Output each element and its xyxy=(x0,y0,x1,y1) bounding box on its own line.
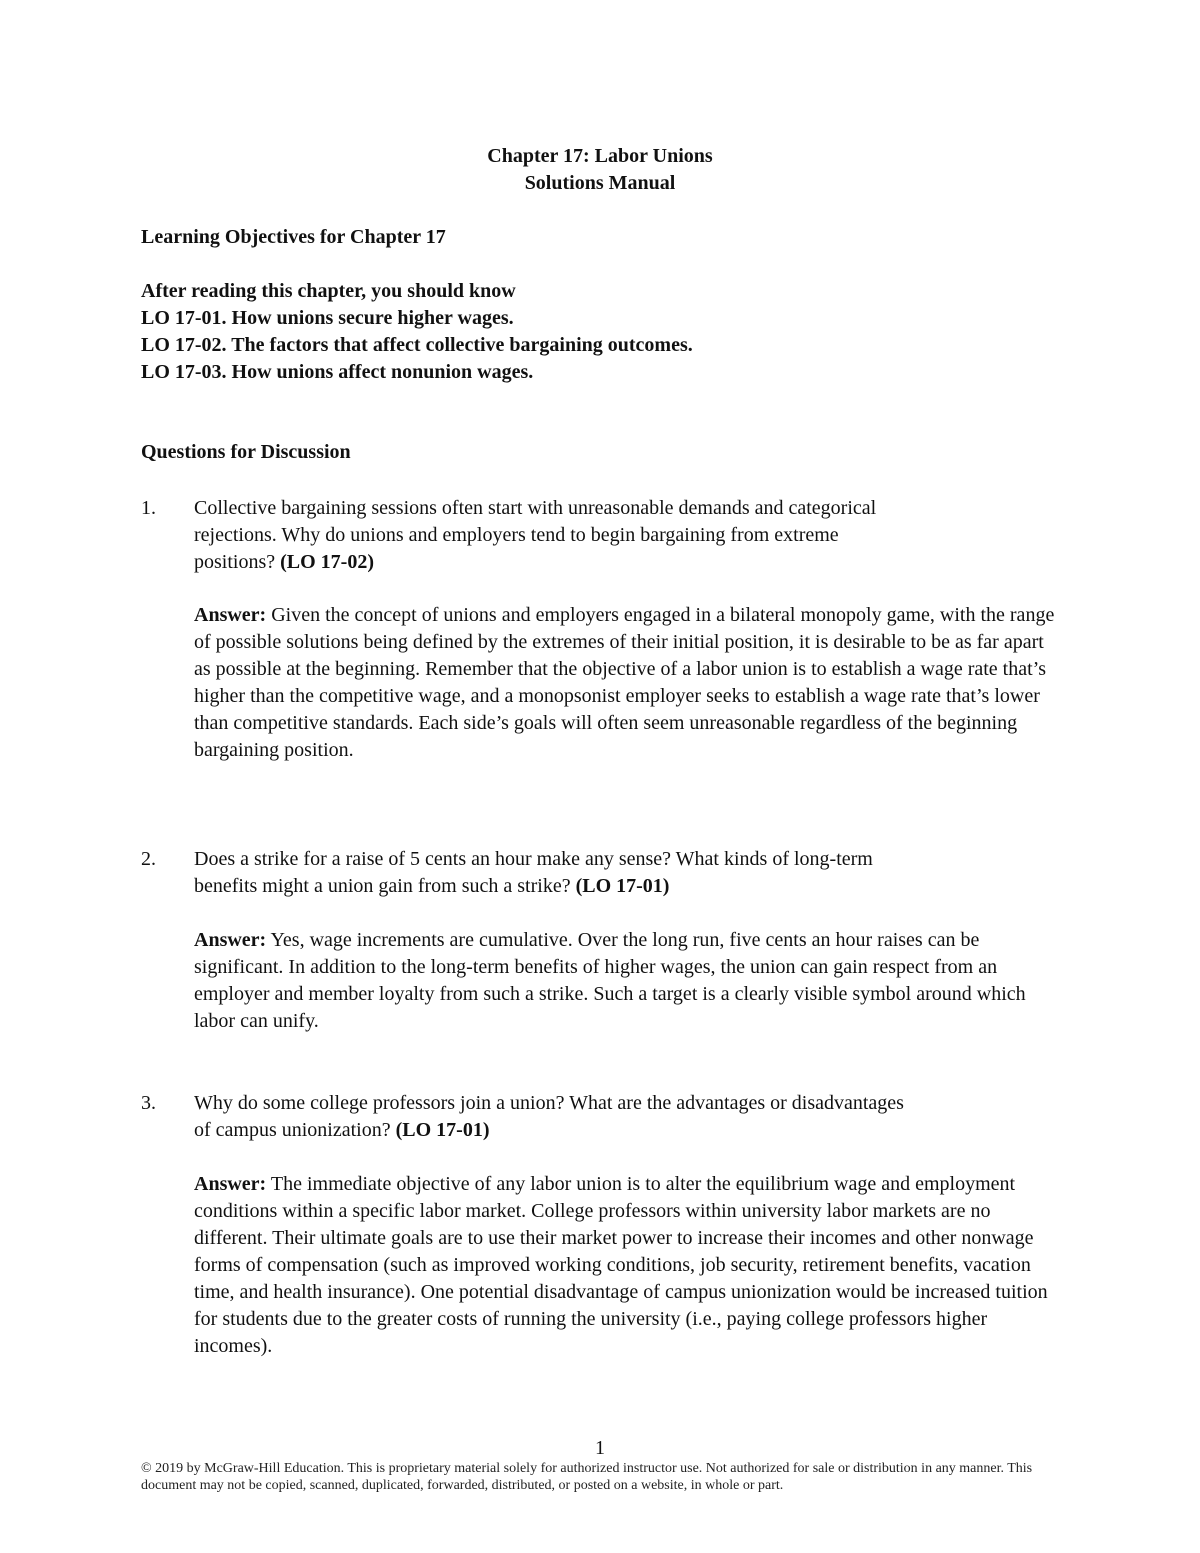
question-text-line: Collective bargaining sessions often start with unreasonable demands and categorical xyxy=(194,497,877,519)
question-number: 1. xyxy=(141,497,156,519)
answer-label: Answer: xyxy=(194,1173,267,1195)
copyright-footer: © 2019 by McGraw-Hill Education. This is proprietary material solely for authorized instructor use. Not authorized for sale or distribution in any manner. This document may not be copied, scanned, duplicated, forwarded, distributed, or posted on a website, in whole or part. xyxy=(141,1461,1033,1493)
question-text: positions? xyxy=(194,551,281,573)
document-subtitle: Solutions Manual xyxy=(524,172,676,194)
question-number: 3. xyxy=(141,1092,156,1114)
answer-text: Given the concept of unions and employers engaged in a bilateral monopoly game, with the range of possible solutions being defined by the extremes of their initial position, it is desirable to be as far apart as possible at the beginning. Remember that the objective of a labor union is to establish a wage rate that’s higher than the competitive wage, and a monopsonist employer seeks to establish a wage rate that’s lower than competitive standards. Each side’s goals will often seem unreasonable regardless of the beginning bargaining position. xyxy=(194,604,1055,761)
page-number: 1 xyxy=(595,1437,605,1459)
answer-text: The immediate objective of any labor union is to alter the equilibrium wage and employment conditions within a specific labor market. College professors within university labor markets are no different. Their ultimate goals are to use their market power to increase their incomes and other nonwage forms of compensation (such as improved working conditions, job security, retirement benefits, vacation time, and health insurance). One potential disadvantage of campus unionization would be increased tuition for students due to the greater costs of running the university (i.e., paying college professors higher incomes). xyxy=(194,1173,1048,1357)
objective-item: LO 17-02. The factors that affect collective bargaining outcomes. xyxy=(141,334,693,356)
question-text-line: rejections. Why do unions and employers tend to begin bargaining from extreme xyxy=(194,524,839,546)
question-text-line xyxy=(194,873,669,900)
objective-item: LO 17-03. How unions affect nonunion wages. xyxy=(141,361,534,383)
objective-item: LO 17-01. How unions secure higher wages. xyxy=(141,307,514,329)
question-text-line: Does a strike for a raise of 5 cents an hour make any sense? What kinds of long-term xyxy=(194,848,873,870)
answer-label: Answer: xyxy=(194,929,267,951)
question-text-line: Why do some college professors join a union? What are the advantages or disadvantages xyxy=(194,1092,904,1114)
question-number: 2. xyxy=(141,848,156,870)
question-text-line xyxy=(194,1117,490,1144)
objectives-intro: After reading this chapter, you should know xyxy=(141,280,516,302)
learning-objective-ref: (LO 17-01) xyxy=(575,875,670,897)
question-text: benefits might a union gain from such a strike? xyxy=(194,875,576,897)
objectives-heading: Learning Objectives for Chapter 17 xyxy=(141,226,446,248)
answer-text: Yes, wage increments are cumulative. Over the long run, five cents an hour raises can be significant. In addition to the long-term benefits of higher wages, the union can gain respect from an employer and member loyalty from such a strike. Such a target is a clearly visible symbol around which labor can unify. xyxy=(194,929,1026,1032)
answer-label: Answer: xyxy=(194,604,267,626)
discussion-heading: Questions for Discussion xyxy=(141,441,351,463)
answer-block xyxy=(194,927,1064,1035)
answer-block xyxy=(194,602,1064,764)
question-text-line xyxy=(194,549,374,576)
chapter-title: Chapter 17: Labor Unions xyxy=(487,145,713,167)
question-text: of campus unionization? xyxy=(194,1119,396,1141)
answer-block xyxy=(194,1171,1064,1360)
learning-objective-ref: (LO 17-01) xyxy=(395,1119,490,1141)
learning-objective-ref: (LO 17-02) xyxy=(280,551,375,573)
